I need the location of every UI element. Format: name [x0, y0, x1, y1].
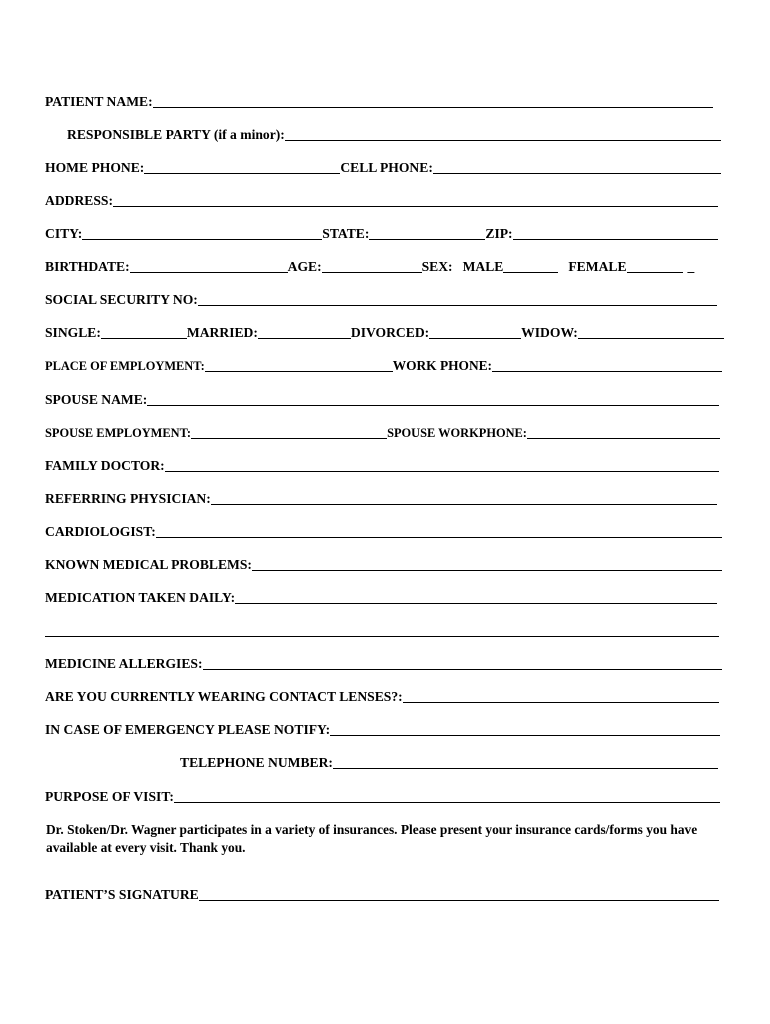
- responsible-party-row: [67, 126, 721, 144]
- divorced-label: DIVORCED:: [350, 325, 430, 340]
- known-medical-problems-row: [45, 556, 722, 574]
- cardiologist-label: CARDIOLOGIST:: [45, 524, 156, 539]
- medication-row: [45, 589, 717, 607]
- city-label: CITY:: [45, 226, 83, 241]
- sex-label: SEX:: [421, 259, 453, 274]
- contact-lenses-row: [45, 688, 719, 706]
- employment-row: [45, 357, 722, 375]
- female-label: FEMALE: [568, 259, 627, 274]
- emergency-notify-field[interactable]: [330, 721, 720, 736]
- patient-name-row: [45, 93, 713, 111]
- place-of-employment-field[interactable]: [205, 357, 393, 372]
- spouse-employment-label: SPOUSE EMPLOYMENT:: [45, 426, 192, 440]
- emergency-telephone-row: [180, 754, 718, 772]
- spouse-employment-field[interactable]: [191, 424, 387, 439]
- age-field[interactable]: [322, 258, 422, 273]
- patient-signature-label: PATIENT’S SIGNATURE: [45, 887, 199, 902]
- patient-name-field[interactable]: [153, 93, 713, 108]
- trailing-underscore: _: [687, 259, 695, 274]
- age-label: AGE:: [287, 259, 322, 274]
- family-doctor-field[interactable]: [165, 457, 719, 472]
- birthdate-label: BIRTHDATE:: [45, 259, 130, 274]
- single-field[interactable]: [101, 324, 187, 339]
- responsible-party-label: RESPONSIBLE PARTY (if a minor):: [67, 127, 285, 142]
- married-label: MARRIED:: [186, 325, 258, 340]
- zip-label: ZIP:: [485, 226, 513, 241]
- emergency-notify-label: IN CASE OF EMERGENCY PLEASE NOTIFY:: [45, 722, 331, 737]
- zip-field[interactable]: [513, 225, 718, 240]
- birthdate-age-sex-row: [45, 258, 717, 276]
- spouse-employment-row: [45, 424, 720, 442]
- spouse-name-row: [45, 391, 719, 409]
- male-field[interactable]: [503, 258, 558, 273]
- family-doctor-label: FAMILY DOCTOR:: [45, 458, 165, 473]
- spouse-workphone-label: SPOUSE WORKPHONE:: [387, 426, 527, 440]
- address-row: [45, 192, 718, 210]
- insurance-note: Dr. Stoken/Dr. Wagner participates in a variety of insurances. Please present your insurance cards/forms you have available at every visit. Thank you.: [46, 822, 698, 855]
- ssn-field[interactable]: [198, 291, 717, 306]
- male-label: MALE: [462, 259, 504, 274]
- medication-label: MEDICATION TAKEN DAILY:: [45, 590, 236, 605]
- work-phone-field[interactable]: [492, 357, 722, 372]
- referring-physician-field[interactable]: [211, 490, 717, 505]
- medication-continuation-row: [45, 622, 719, 640]
- ssn-row: [45, 291, 717, 309]
- medication-field[interactable]: [235, 589, 717, 604]
- widow-label: WIDOW:: [521, 325, 578, 340]
- state-field[interactable]: [369, 225, 485, 240]
- referring-physician-label: REFERRING PHYSICIAN:: [45, 491, 211, 506]
- medicine-allergies-field[interactable]: [203, 655, 723, 670]
- medication-continuation-field[interactable]: [45, 622, 719, 637]
- city-field[interactable]: [82, 225, 322, 240]
- widow-field[interactable]: [578, 324, 724, 339]
- work-phone-label: WORK PHONE:: [392, 358, 493, 373]
- ssn-label: SOCIAL SECURITY NO:: [45, 292, 198, 307]
- patient-signature-field[interactable]: [301, 886, 719, 901]
- cardiologist-row: [45, 523, 722, 541]
- contact-lenses-field[interactable]: [403, 688, 719, 703]
- emergency-telephone-label: TELEPHONE NUMBER:: [180, 755, 333, 770]
- purpose-of-visit-field[interactable]: [174, 788, 720, 803]
- cell-phone-label: CELL PHONE:: [340, 160, 433, 175]
- patient-signature-field-start[interactable]: [199, 886, 301, 901]
- married-field[interactable]: [258, 324, 351, 339]
- purpose-of-visit-row: [45, 788, 720, 806]
- contact-lenses-label: ARE YOU CURRENTLY WEARING CONTACT LENSES?:: [45, 689, 403, 704]
- address-label: ADDRESS:: [45, 193, 113, 208]
- referring-physician-row: [45, 490, 717, 508]
- emergency-notify-row: [45, 721, 720, 739]
- family-doctor-row: [45, 457, 719, 475]
- cardiologist-field[interactable]: [156, 523, 722, 538]
- emergency-telephone-field[interactable]: [333, 754, 718, 769]
- birthdate-field[interactable]: [130, 258, 288, 273]
- medicine-allergies-label: MEDICINE ALLERGIES:: [45, 656, 203, 671]
- patient-signature-row: [45, 886, 719, 904]
- spouse-workphone-field[interactable]: [527, 424, 720, 439]
- address-field[interactable]: [113, 192, 718, 207]
- phone-row: [45, 159, 721, 177]
- home-phone-label: HOME PHONE:: [45, 160, 145, 175]
- single-label: SINGLE:: [45, 325, 101, 340]
- divorced-field[interactable]: [429, 324, 521, 339]
- marital-status-row: [45, 324, 724, 342]
- medicine-allergies-row: [45, 655, 722, 673]
- home-phone-field[interactable]: [144, 159, 340, 174]
- place-of-employment-label: PLACE OF EMPLOYMENT:: [45, 359, 205, 373]
- female-field[interactable]: [627, 258, 683, 273]
- spouse-name-field[interactable]: [147, 391, 719, 406]
- cell-phone-field[interactable]: [433, 159, 721, 174]
- purpose-of-visit-label: PURPOSE OF VISIT:: [45, 789, 174, 804]
- state-label: STATE:: [322, 226, 370, 241]
- known-medical-problems-field[interactable]: [252, 556, 722, 571]
- patient-name-label: PATIENT NAME:: [45, 94, 153, 109]
- known-medical-problems-label: KNOWN MEDICAL PROBLEMS:: [45, 557, 252, 572]
- responsible-party-field[interactable]: [285, 126, 721, 141]
- spouse-name-label: SPOUSE NAME:: [45, 392, 148, 407]
- city-state-zip-row: [45, 225, 718, 243]
